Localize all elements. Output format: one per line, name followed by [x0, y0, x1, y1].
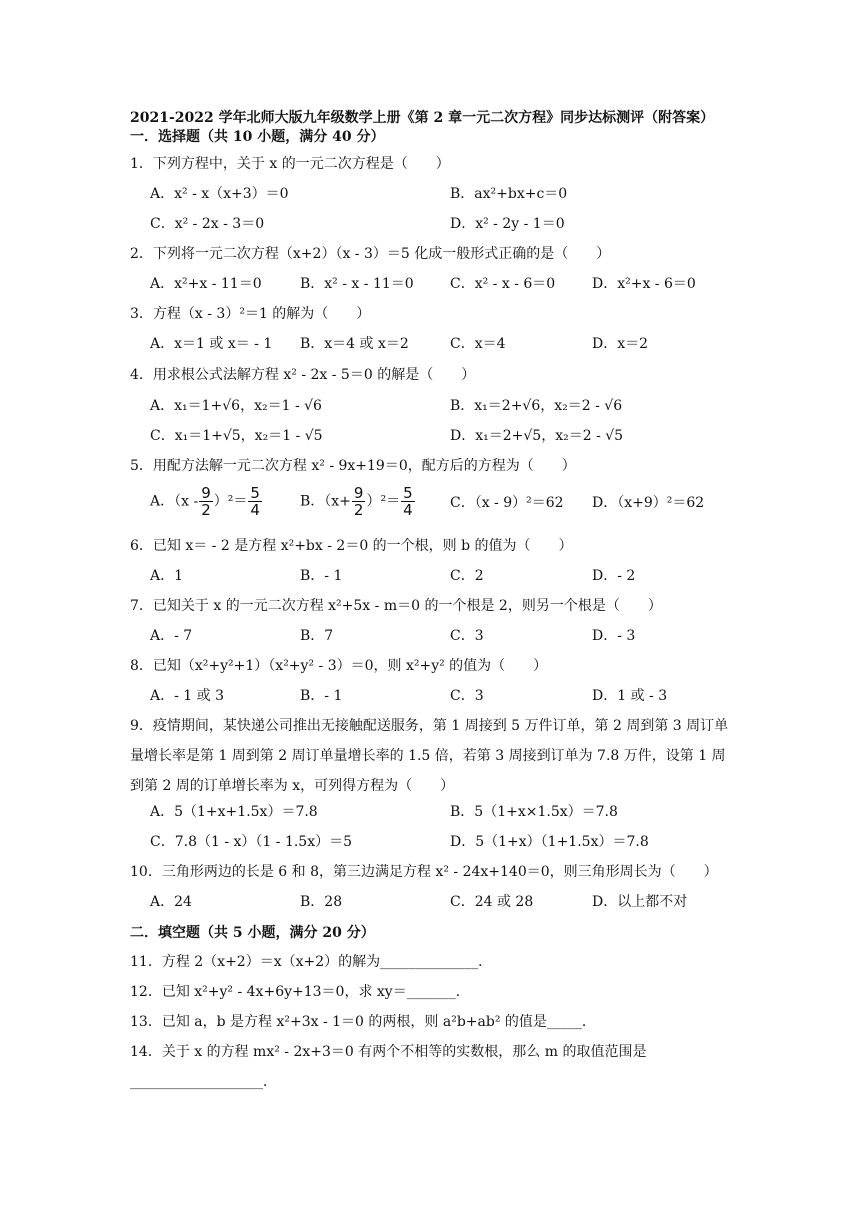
question-7-option-b: B．7 — [300, 628, 334, 644]
option-b-prefix: B．（x+ — [300, 493, 351, 510]
question-8-option-a: A．- 1 或 3 — [150, 688, 225, 704]
fraction-five-quarters — [401, 485, 415, 518]
question-8-option-b: B．- 1 — [300, 688, 343, 704]
question-6-option-a: A．1 — [150, 568, 184, 584]
question-5-option-d: D．（x+9）²＝62 — [592, 495, 705, 511]
question-6-option-d: D．- 2 — [592, 568, 636, 584]
question-12: 12．已知 x²+y² - 4x+6y+13＝0，求 xy＝_______． — [130, 984, 470, 1000]
question-6-option-b: B．- 1 — [300, 568, 343, 584]
question-3-option-d: D．x＝2 — [592, 336, 649, 352]
question-3-stem: 3．方程（x - 3）²＝1 的解为（ ） — [130, 306, 371, 322]
question-10-option-b: B．28 — [300, 894, 343, 910]
question-3-option-a: A．x＝1 或 x＝ - 1 — [150, 336, 273, 352]
question-10-stem: 10．三角形两边的长是 6 和 8，第三边满足方程 x² - 24x+140＝0，则三角形周长为（ ） — [130, 864, 718, 880]
question-7-option-a: A．- 7 — [150, 628, 193, 644]
option-b-middle: ）²＝ — [366, 493, 401, 510]
question-8-option-d: D．1 或 - 3 — [592, 688, 668, 704]
question-7-option-c: C．3 — [450, 628, 484, 644]
question-5-option-b — [300, 485, 416, 518]
question-2-option-b: B．x² - x - 11＝0 — [300, 276, 414, 292]
section-choice-heading: 一．选择题（共 10 小题，满分 40 分） — [130, 129, 385, 145]
question-2-option-c: C．x² - x - 6＝0 — [450, 276, 556, 292]
option-a-middle: ）²＝ — [213, 493, 248, 510]
fraction-denominator: 4 — [250, 501, 260, 519]
question-2-option-d: D．x²+x - 6＝0 — [592, 276, 696, 292]
question-1-option-a: A．x² - x（x+3）＝0 — [150, 186, 289, 202]
question-9-option-c: C．7.8（1 - x）（1 - 1.5x）＝5 — [150, 834, 353, 850]
option-a-prefix: A．（x - — [150, 493, 199, 510]
document-title: 2021-2022 学年北师大版九年级数学上册《第 2 章一元二次方程》同步达标测评（附答案） — [130, 110, 715, 126]
fraction-numerator: 9 — [353, 484, 364, 502]
fraction-denominator: 2 — [201, 501, 211, 519]
question-9-stem: 9．疫情期间，某快递公司推出无接触配送服务，第 1 周接到 5 万件订单，第 2 周到第 3 周订单量增长率是第 1 周到第 2 周订单量增长率的 1.5 倍，若第 3 周接到订单为 7.8 万件，设第 1 周到第 2 周的订单增长率为 x，可列得方程为（ ） — [130, 718, 729, 794]
fraction-denominator: 4 — [403, 501, 413, 519]
question-6-option-c: C．2 — [450, 568, 484, 584]
fraction-numerator: 5 — [403, 484, 413, 502]
question-11: 11．方程 2（x+2）＝x（x+2）的解为______________． — [130, 954, 493, 970]
question-6-stem: 6．已知 x＝ - 2 是方程 x²+bx - 2＝0 的一个根，则 b 的值为（ ） — [130, 538, 573, 554]
question-3-option-b: B．x＝4 或 x＝2 — [300, 336, 409, 352]
question-1-option-b: B．ax²+bx+c＝0 — [450, 186, 568, 202]
question-2-stem: 2．下列将一元二次方程（x+2）（x - 3）＝5 化成一般形式正确的是（ ） — [130, 246, 611, 262]
question-4-option-b: B．x₁＝2+√6，x₂＝2 - √6 — [450, 398, 623, 414]
question-4-option-c: C．x₁＝1+√5，x₂＝1 - √5 — [150, 428, 323, 444]
question-4-option-d: D．x₁＝2+√5，x₂＝2 - √5 — [450, 428, 624, 444]
question-2-option-a: A．x²+x - 11＝0 — [150, 276, 262, 292]
question-8-stem: 8．已知（x²+y²+1）（x²+y² - 3）＝0，则 x²+y² 的值为（ ） — [130, 658, 548, 674]
question-9-option-d: D．5（1+x）（1+1.5x）＝7.8 — [450, 834, 649, 850]
question-8-option-c: C．3 — [450, 688, 484, 704]
question-13: 13．已知 a，b 是方程 x²+3x - 1＝0 的两根，则 a²b+ab² 的值是_____． — [130, 1014, 596, 1030]
question-4-option-a: A．x₁＝1+√6，x₂＝1 - √6 — [150, 398, 322, 414]
question-9-option-b: B．5（1+x×1.5x）＝7.8 — [450, 804, 618, 820]
fraction-numerator: 5 — [250, 484, 260, 502]
question-3-option-c: C．x＝4 — [450, 336, 506, 352]
question-10-option-a: A．24 — [150, 894, 192, 910]
fraction-nine-halves — [352, 485, 366, 518]
question-5-stem: 5．用配方法解一元二次方程 x² - 9x+19＝0，配方后的方程为（ ） — [130, 458, 576, 474]
question-9-option-a: A．5（1+x+1.5x）＝7.8 — [150, 804, 318, 820]
question-7-option-d: D．- 3 — [592, 628, 636, 644]
fraction-five-quarters — [248, 485, 262, 518]
fraction-numerator: 9 — [201, 484, 211, 502]
fraction-nine-halves — [199, 485, 213, 518]
question-5-option-a — [150, 485, 263, 518]
question-10-option-c: C．24 或 28 — [450, 894, 534, 910]
question-1-option-c: C．x² - 2x - 3＝0 — [150, 216, 265, 232]
question-7-stem: 7．已知关于 x 的一元二次方程 x²+5x - m＝0 的一个根是 2，则另一个根是（ ） — [130, 598, 662, 614]
fraction-denominator: 2 — [353, 501, 364, 519]
question-1-stem: 1．下列方程中，关于 x 的一元二次方程是（ ） — [130, 156, 450, 172]
question-5-option-c: C．（x - 9）²＝62 — [450, 495, 564, 511]
question-1-option-d: D．x² - 2y - 1＝0 — [450, 216, 565, 232]
question-14: 14．关于 x 的方程 mx² - 2x+3＝0 有两个不相等的实数根，那么 m 的取值范围是 ___________________． — [130, 1044, 647, 1090]
question-4-stem: 4．用求根公式法解方程 x² - 2x - 5＝0 的解是（ ） — [130, 367, 476, 383]
question-10-option-d: D．以上都不对 — [592, 894, 688, 910]
section-fill-blank-heading: 二．填空题（共 5 小题，满分 20 分） — [130, 925, 375, 941]
